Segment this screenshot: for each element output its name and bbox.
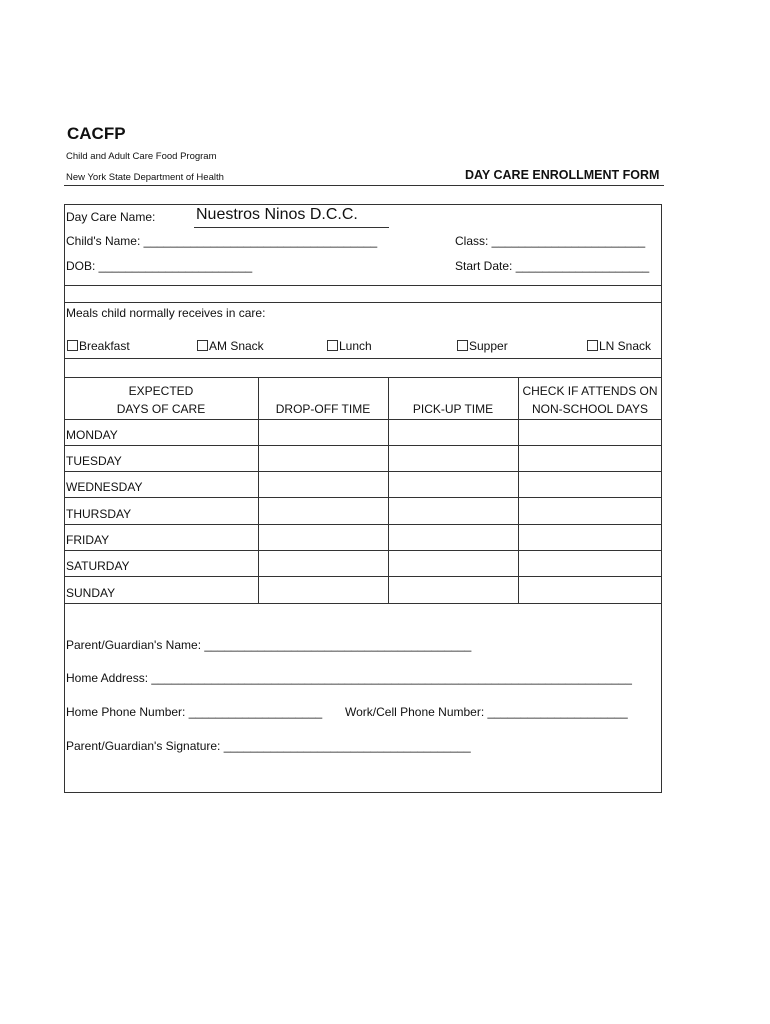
day-care-name-underline	[194, 227, 389, 228]
work-phone-field[interactable]: Work/Cell Phone Number: _____________________	[345, 705, 628, 719]
day-friday: FRIDAY	[66, 533, 110, 547]
table-row-divider	[64, 576, 662, 577]
divider	[64, 302, 662, 303]
meal-option-am-snack[interactable]	[197, 339, 264, 353]
checkbox-icon[interactable]	[327, 340, 338, 351]
column-header-days	[64, 382, 258, 418]
program-subtitle: Child and Adult Care Food Program	[66, 151, 217, 162]
table-row-divider	[64, 603, 662, 604]
divider	[64, 285, 662, 286]
form-title: DAY CARE ENROLLMENT FORM	[465, 168, 660, 182]
divider	[64, 358, 662, 359]
meals-label: Meals child normally receives in care:	[66, 306, 266, 320]
column-header-pick-up: PICK-UP TIME	[412, 402, 494, 416]
class-field[interactable]: Class: _______________________	[455, 234, 646, 248]
header-line: NON-SCHOOL DAYS	[531, 402, 648, 416]
day-sunday: SUNDAY	[66, 586, 116, 600]
day-saturday: SATURDAY	[66, 559, 130, 573]
table-row-divider	[64, 445, 662, 446]
table-row-divider	[64, 419, 662, 420]
checkbox-icon[interactable]	[197, 340, 208, 351]
day-tuesday: TUESDAY	[66, 454, 122, 468]
meal-option-ln-snack[interactable]	[587, 339, 651, 353]
dob-field[interactable]: DOB: _______________________	[66, 259, 253, 273]
divider	[64, 377, 662, 378]
day-care-name-label: Day Care Name:	[66, 210, 156, 224]
meal-option-supper[interactable]	[457, 339, 508, 353]
start-date-field[interactable]: Start Date: ____________________	[455, 259, 650, 273]
header-line: EXPECTED	[128, 384, 194, 398]
checkbox-icon[interactable]	[587, 340, 598, 351]
meal-option-breakfast[interactable]	[67, 339, 130, 353]
header-line: CHECK IF ATTENDS ON	[522, 384, 658, 398]
meal-option-lunch[interactable]	[327, 339, 372, 353]
meal-option-label: Lunch	[339, 339, 372, 353]
header-line: DAYS OF CARE	[116, 402, 206, 416]
day-monday: MONDAY	[66, 428, 118, 442]
form-program-title: CACFP	[67, 124, 126, 143]
checkbox-icon[interactable]	[457, 340, 468, 351]
meal-option-label: Supper	[469, 339, 508, 353]
table-row-divider	[64, 550, 662, 551]
meal-option-label: AM Snack	[209, 339, 264, 353]
home-phone-field[interactable]: Home Phone Number: ____________________	[66, 705, 323, 719]
table-row-divider	[64, 524, 662, 525]
table-row-divider	[64, 471, 662, 472]
meal-option-label: Breakfast	[79, 339, 130, 353]
column-header-non-school	[518, 382, 662, 418]
table-row-divider	[64, 497, 662, 498]
header-divider	[64, 185, 664, 186]
day-thursday: THURSDAY	[66, 507, 132, 521]
childs-name-field[interactable]: Child's Name: ___________________________________	[66, 234, 378, 248]
day-care-name-value[interactable]: Nuestros Ninos D.C.C.	[196, 206, 358, 223]
meal-option-label: LN Snack	[599, 339, 652, 353]
home-address-field[interactable]: Home Address: ________________________________________________________________________	[66, 671, 632, 685]
column-header-drop-off: DROP-OFF TIME	[275, 402, 371, 416]
department-name: New York State Department of Health	[66, 172, 224, 183]
checkbox-icon[interactable]	[67, 340, 78, 351]
guardian-name-field[interactable]: Parent/Guardian's Name: ________________________________________	[66, 638, 472, 652]
guardian-signature-field[interactable]: Parent/Guardian's Signature: _____________________________________	[66, 739, 471, 753]
day-wednesday: WEDNESDAY	[66, 480, 143, 494]
